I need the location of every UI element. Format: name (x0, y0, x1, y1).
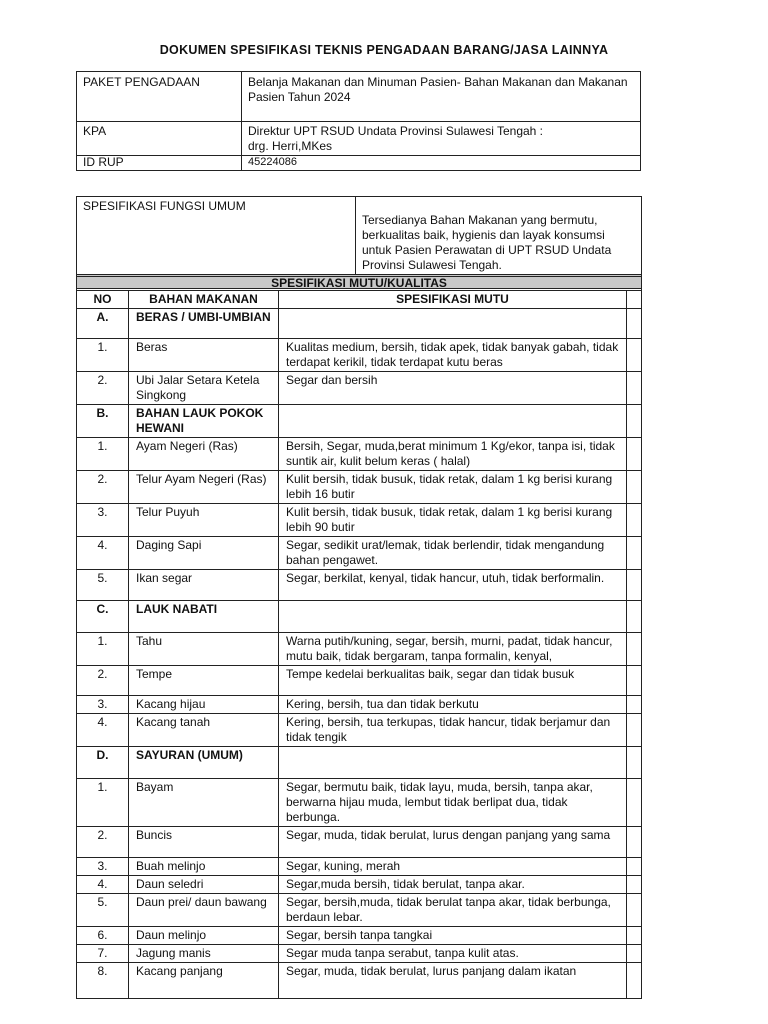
paket-value: Belanja Makanan dan Minuman Pasien- Bahan Makanan dan Makanan Pasien Tahun 2024 (242, 72, 641, 122)
row-bahan: SAYURAN (UMUM) (129, 747, 279, 779)
row-no: 1. (77, 438, 129, 471)
row-spesifikasi: Segar, sedikit urat/lemak, tidak berlendir, tidak mengandung bahan pengawet. (279, 537, 627, 570)
row-spesifikasi: Segar muda tanpa serabut, tanpa kulit atas. (279, 945, 627, 963)
spec-header-row (77, 291, 642, 309)
row-bahan: Kacang hijau (129, 696, 279, 714)
row-no: 2. (77, 372, 129, 405)
fungsi-row (77, 197, 642, 275)
section-row (77, 747, 642, 779)
row-spesifikasi: Segar, bermutu baik, tidak layu, muda, bersih, tanpa akar, berwarna hijau muda, lembut tidak berlipat dua, tidak berbunga. (279, 779, 627, 827)
row-edge (627, 858, 642, 876)
paket-label: PAKET PENGADAAN (77, 72, 242, 122)
row-bahan: Daun seledri (129, 876, 279, 894)
row-edge (627, 666, 642, 696)
row-edge (627, 372, 642, 405)
row-spesifikasi: Kualitas medium, bersih, tidak apek, tidak banyak gabah, tidak terdapat kerikil, tidak terdapat kutu beras (279, 339, 627, 372)
row-bahan: Jagung manis (129, 945, 279, 963)
row-edge (627, 471, 642, 504)
row-bahan: Telur Puyuh (129, 504, 279, 537)
row-bahan: Daun melinjo (129, 927, 279, 945)
item-row (77, 504, 642, 537)
row-edge (627, 894, 642, 927)
row-no: C. (77, 601, 129, 633)
idrup-row (77, 156, 641, 171)
row-no: 2. (77, 827, 129, 858)
row-no: 1. (77, 779, 129, 827)
row-no: 4. (77, 714, 129, 747)
section-row (77, 601, 642, 633)
item-row (77, 714, 642, 747)
kpa-value (242, 122, 641, 156)
row-bahan: BAHAN LAUK POKOK HEWANI (129, 405, 279, 438)
row-no: 2. (77, 666, 129, 696)
row-no: 1. (77, 339, 129, 372)
item-row (77, 779, 642, 827)
row-bahan: Telur Ayam Negeri (Ras) (129, 471, 279, 504)
item-row (77, 666, 642, 696)
kpa-row (77, 122, 641, 156)
row-bahan: Beras (129, 339, 279, 372)
item-row (77, 894, 642, 927)
document-title: DOKUMEN SPESIFIKASI TEKNIS PENGADAAN BARANG/JASA LAINNYA (159, 43, 609, 57)
row-no: 2. (77, 471, 129, 504)
section-row (77, 405, 642, 438)
row-edge (627, 601, 642, 633)
row-spesifikasi (279, 405, 627, 438)
item-row (77, 945, 642, 963)
row-spesifikasi: Segar, muda, tidak berulat, lurus dengan panjang yang sama (279, 827, 627, 858)
row-no: 3. (77, 696, 129, 714)
row-edge (627, 405, 642, 438)
row-bahan: Buncis (129, 827, 279, 858)
row-no: 4. (77, 876, 129, 894)
row-bahan: Daging Sapi (129, 537, 279, 570)
row-edge (627, 779, 642, 827)
row-no: 8. (77, 963, 129, 999)
header-spesifikasi: SPESIFIKASI MUTU (279, 291, 627, 309)
row-no: 1. (77, 633, 129, 666)
row-no: B. (77, 405, 129, 438)
row-no: 5. (77, 570, 129, 601)
item-row (77, 537, 642, 570)
row-bahan: Ubi Jalar Setara Ketela Singkong (129, 372, 279, 405)
row-edge (627, 633, 642, 666)
row-edge (627, 537, 642, 570)
header-no: NO (77, 291, 129, 309)
row-edge (627, 927, 642, 945)
row-bahan: LAUK NABATI (129, 601, 279, 633)
row-edge (627, 570, 642, 601)
item-row (77, 827, 642, 858)
row-bahan: Buah melinjo (129, 858, 279, 876)
fungsi-label: SPESIFIKASI FUNGSI UMUM (77, 197, 356, 275)
row-edge (627, 714, 642, 747)
spec-title: SPESIFIKASI MUTU/KUALITAS (77, 277, 642, 291)
row-spesifikasi: Kering, bersih, tua terkupas, tidak hancur, tidak berjamur dan tidak tengik (279, 714, 627, 747)
row-no: 5. (77, 894, 129, 927)
row-spesifikasi: Tempe kedelai berkualitas baik, segar dan tidak busuk (279, 666, 627, 696)
spesifikasi-mutu-table (76, 276, 642, 999)
paket-row (77, 72, 641, 122)
row-spesifikasi (279, 747, 627, 779)
row-spesifikasi: Kering, bersih, tua dan tidak berkutu (279, 696, 627, 714)
row-bahan: Daun prei/ daun bawang (129, 894, 279, 927)
row-edge (627, 876, 642, 894)
paket-info-table (76, 71, 641, 171)
item-row (77, 963, 642, 999)
row-bahan: Ayam Negeri (Ras) (129, 438, 279, 471)
item-row (77, 876, 642, 894)
kpa-value-line2: drg. Herri,MKes (248, 139, 333, 153)
row-no: 4. (77, 537, 129, 570)
item-row (77, 339, 642, 372)
item-row (77, 570, 642, 601)
row-edge (627, 504, 642, 537)
idrup-label: ID RUP (77, 156, 242, 171)
item-row (77, 372, 642, 405)
row-spesifikasi: Kulit bersih, tidak busuk, tidak retak, dalam 1 kg berisi kurang lebih 16 butir (279, 471, 627, 504)
row-spesifikasi: Warna putih/kuning, segar, bersih, murni, padat, tidak hancur, mutu baik, tidak bergaram, tanpa formalin, kenyal, (279, 633, 627, 666)
spec-title-row (77, 277, 642, 291)
kpa-value-line1: Direktur UPT RSUD Undata Provinsi Sulawesi Tengah : (248, 124, 544, 138)
row-no: A. (77, 309, 129, 339)
row-edge (627, 827, 642, 858)
header-edge (627, 291, 642, 309)
row-spesifikasi: Segar, bersih tanpa tangkai (279, 927, 627, 945)
row-bahan: Ikan segar (129, 570, 279, 601)
row-spesifikasi: Segar, bersih,muda, tidak berulat tanpa akar, tidak berbunga, berdaun lebar. (279, 894, 627, 927)
row-spesifikasi: Segar, berkilat, kenyal, tidak hancur, utuh, tidak berformalin. (279, 570, 627, 601)
row-edge (627, 696, 642, 714)
row-edge (627, 945, 642, 963)
row-edge (627, 339, 642, 372)
row-spesifikasi: Bersih, Segar, muda,berat minimum 1 Kg/ekor, tanpa isi, tidak suntik air, kulit belum keras ( halal) (279, 438, 627, 471)
row-no: 7. (77, 945, 129, 963)
row-bahan: BERAS / UMBI-UMBIAN (129, 309, 279, 339)
row-bahan: Bayam (129, 779, 279, 827)
row-spesifikasi: Segar, muda, tidak berulat, lurus panjang dalam ikatan (279, 963, 627, 999)
row-no: D. (77, 747, 129, 779)
item-row (77, 927, 642, 945)
row-edge (627, 747, 642, 779)
row-bahan: Kacang tanah (129, 714, 279, 747)
fungsi-value: Tersedianya Bahan Makanan yang bermutu, berkualitas baik, hygienis dan layak konsumsi untuk Pasien Perawatan di UPT RSUD Undata Provinsi Sulawesi Tengah. (356, 197, 642, 275)
row-bahan: Kacang panjang (129, 963, 279, 999)
row-edge (627, 438, 642, 471)
row-spesifikasi: Segar,muda bersih, tidak berulat, tanpa akar. (279, 876, 627, 894)
row-spesifikasi (279, 309, 627, 339)
row-spesifikasi (279, 601, 627, 633)
item-row (77, 438, 642, 471)
item-row (77, 633, 642, 666)
row-spesifikasi: Segar, kuning, merah (279, 858, 627, 876)
row-no: 3. (77, 504, 129, 537)
row-edge (627, 309, 642, 339)
item-row (77, 858, 642, 876)
section-row (77, 309, 642, 339)
row-no: 3. (77, 858, 129, 876)
row-spesifikasi: Kulit bersih, tidak busuk, tidak retak, dalam 1 kg berisi kurang lebih 90 butir (279, 504, 627, 537)
row-bahan: Tahu (129, 633, 279, 666)
header-bahan: BAHAN MAKANAN (129, 291, 279, 309)
row-spesifikasi: Segar dan bersih (279, 372, 627, 405)
item-row (77, 696, 642, 714)
kpa-label: KPA (77, 122, 242, 156)
item-row (77, 471, 642, 504)
row-edge (627, 963, 642, 999)
row-no: 6. (77, 927, 129, 945)
row-bahan: Tempe (129, 666, 279, 696)
idrup-value: 45224086 (242, 156, 641, 171)
